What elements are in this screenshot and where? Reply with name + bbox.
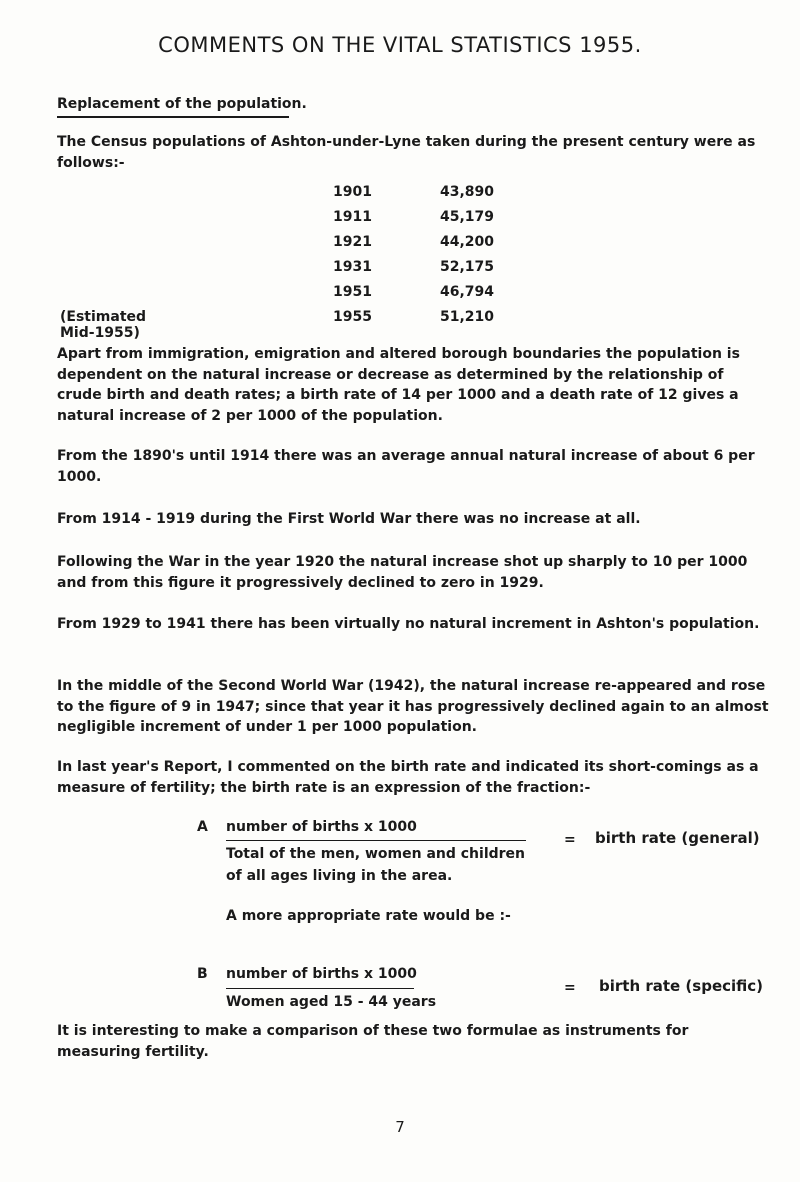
paragraph-1890s: From the 1890's until 1914 there was an average annual natural increase of about 6 per 1000. <box>57 448 755 485</box>
population-year: 1901 <box>333 184 372 200</box>
formula-a-denominator-line-2: of all ages living in the area. <box>226 868 453 884</box>
paragraph-post-war: Following the War in the year 1920 the natural increase shot up sharply to 10 per 1000 and from this figure it progressively declined to zero in 1929. <box>57 554 748 591</box>
formula-b-numerator: number of births x 1000 <box>226 966 417 982</box>
population-year: 1931 <box>333 259 372 275</box>
paragraph-first-world-war: From 1914 - 1919 during the First World War there was no increase at all. <box>57 511 641 527</box>
population-year: 1921 <box>333 234 372 250</box>
formula-a-result: birth rate (general) <box>595 829 760 847</box>
population-value: 43,890 <box>440 184 495 200</box>
population-label: (Estimated Mid-1955) <box>60 309 147 341</box>
paragraph-last-year-report: In last year's Report, I commented on the birth rate and indicated its short-comings as a measure of fertility; the birth rate is an expression of the fraction:- <box>57 759 759 796</box>
paragraph-appropriate-rate: A more appropriate rate would be :- <box>226 908 511 924</box>
page-title: COMMENTS ON THE VITAL STATISTICS 1955. <box>158 33 642 57</box>
formula-a-fraction-line <box>226 840 526 841</box>
population-value: 44,200 <box>440 234 495 250</box>
formula-a-numerator: number of births x 1000 <box>226 819 417 835</box>
formula-a-denominator-line-1: Total of the men, women and children <box>226 846 526 862</box>
population-value: 52,175 <box>440 259 495 275</box>
paragraph-1929-1941: From 1929 to 1941 there has been virtually no natural increment in Ashton's population. <box>57 616 760 632</box>
paragraph-natural-increase: Apart from immigration, emigration and altered borough boundaries the population is dependent on the natural increase or decrease as determined by the relationship of crude birth and death rates; a birth rate of 14 per 1000 and a death rate of 12 gives a natural increase of 2 per 1000 of the population. <box>57 346 740 424</box>
paragraph-second-world-war: In the middle of the Second World War (1942), the natural increase re-appeared and rose to the figure of 9 in 1947; since that year it has progressively declined again to an almost negligible increment of under 1 per 1000 population. <box>57 678 769 735</box>
paragraph-comparison: It is interesting to make a comparison of these two formulae as instruments for measuring fertility. <box>57 1023 689 1060</box>
population-year: 1911 <box>333 209 372 225</box>
population-year: 1951 <box>333 284 372 300</box>
formula-b-fraction-line <box>226 988 414 989</box>
formula-b-letter: B <box>197 966 208 982</box>
formula-b-denominator: Women aged 15 - 44 years <box>226 994 437 1010</box>
population-value: 45,179 <box>440 209 495 225</box>
population-value: 51,210 <box>440 309 495 325</box>
heading-underline <box>57 116 289 118</box>
formula-a-letter: A <box>197 819 208 835</box>
population-year: 1955 <box>333 309 372 325</box>
formula-a-equals: = <box>564 832 576 848</box>
population-value: 46,794 <box>440 284 495 300</box>
formula-b-result: birth rate (specific) <box>599 977 764 995</box>
section-heading: Replacement of the population. <box>57 96 307 112</box>
formula-b-equals: = <box>564 980 576 996</box>
page-number: 7 <box>395 1118 405 1136</box>
intro-paragraph: The Census populations of Ashton-under-Lyne taken during the present century were as follows:- <box>57 134 756 171</box>
